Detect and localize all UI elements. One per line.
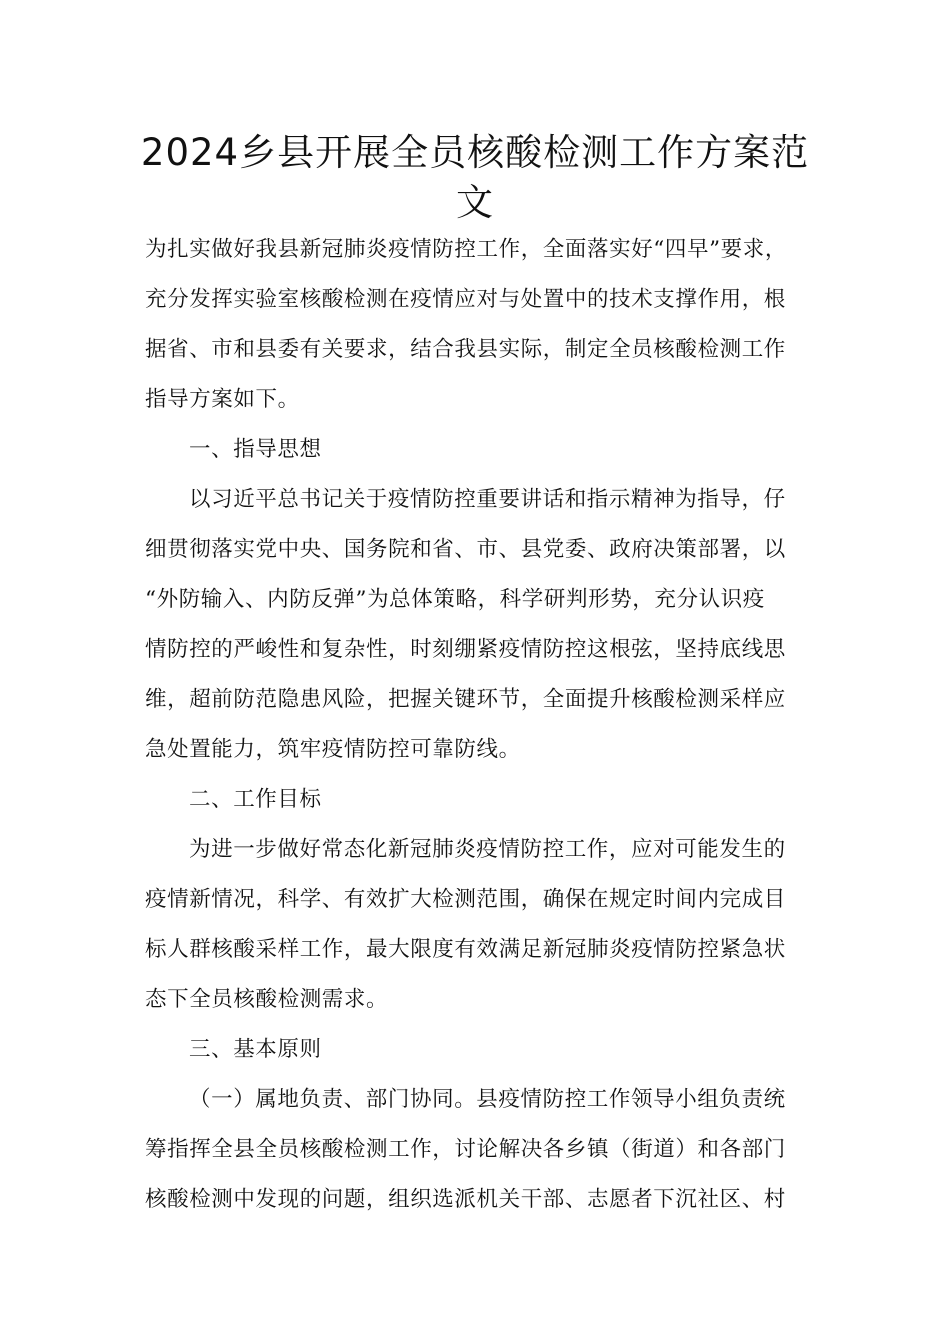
paragraph-line: 指导方案如下。 (145, 387, 300, 412)
paragraph-line: 维，超前防范隐患风险，把握关键环节，全面提升核酸检测采样应 (145, 687, 786, 712)
paragraph-line: 标人群核酸采样工作，最大限度有效满足新冠肺炎疫情防控紧急状 (145, 937, 786, 962)
paragraph-line: （一）属地负责、部门协同。县疫情防控工作领导小组负责统 (189, 1087, 786, 1112)
paragraph-line: 充分发挥实验室核酸检测在疫情应对与处置中的技术支撑作用，根 (145, 287, 786, 312)
title-line-1: 2024乡县开展全员核酸检测工作方案范 (140, 131, 810, 174)
paragraph-line: “外防输入、内防反弹”为总体策略，科学研判形势，充分认识疫 (145, 587, 765, 612)
paragraph-line: 核酸检测中发现的问题，组织选派机关干部、志愿者下沉社区、村 (145, 1187, 786, 1212)
paragraph-line: 为扎实做好我县新冠肺炎疫情防控工作，全面落实好“四早”要求， (145, 237, 787, 262)
paragraph-line: 态下全员核酸检测需求。 (145, 987, 389, 1012)
section-heading: 一、指导思想 (189, 437, 322, 462)
paragraph-line: 疫情新情况，科学、有效扩大检测范围，确保在规定时间内完成目 (145, 887, 786, 912)
paragraph-line: 急处置能力，筑牢疫情防控可靠防线。 (145, 737, 521, 762)
section-heading: 二、工作目标 (189, 787, 322, 812)
paragraph-line: 情防控的严峻性和复杂性，时刻绷紧疫情防控这根弦，坚持底线思 (145, 637, 786, 662)
paragraph-line: 细贯彻落实党中央、国务院和省、市、县党委、政府决策部署，以 (145, 537, 786, 562)
document-title (120, 128, 830, 228)
paragraph-line: 据省、市和县委有关要求，结合我县实际，制定全员核酸检测工作 (145, 337, 786, 362)
paragraph-line: 为进一步做好常态化新冠肺炎疫情防控工作，应对可能发生的 (189, 837, 786, 862)
section-heading: 三、基本原则 (189, 1037, 322, 1062)
paragraph-line: 以习近平总书记关于疫情防控重要讲话和指示精神为指导，仔 (189, 487, 786, 512)
title-line-2: 文 (456, 181, 494, 224)
paragraph-line: 筹指挥全县全员核酸检测工作，讨论解决各乡镇（街道）和各部门 (145, 1137, 786, 1162)
